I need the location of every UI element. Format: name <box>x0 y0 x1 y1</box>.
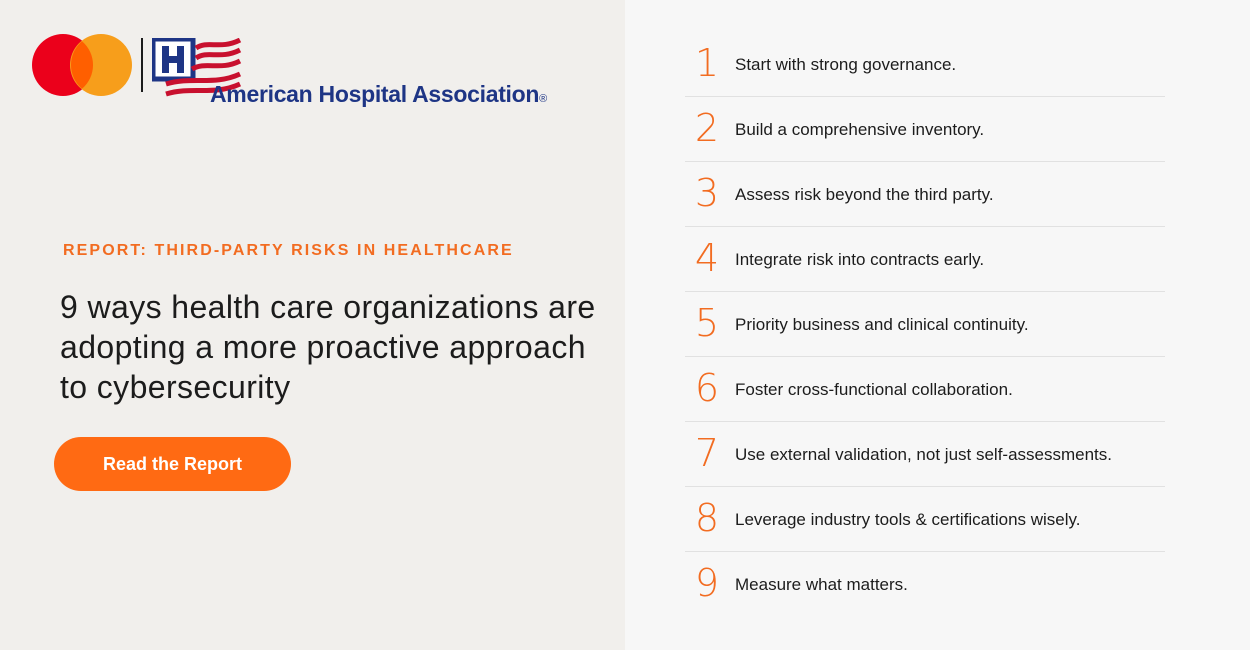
mastercard-logo <box>32 34 132 96</box>
step-text: Measure what matters. <box>735 575 908 594</box>
step-item <box>685 227 1165 292</box>
step-number: 1 <box>694 41 720 85</box>
step-text: Integrate risk into contracts early. <box>735 250 985 269</box>
read-report-button[interactable]: Read the Report <box>54 437 291 491</box>
aha-stripe-2 <box>196 50 240 58</box>
step-item <box>685 292 1165 357</box>
step-item <box>685 357 1165 422</box>
step-number: 7 <box>694 431 720 475</box>
report-eyebrow: REPORT: THIRD-PARTY RISKS IN HEALTHCARE <box>63 242 514 259</box>
step-text: Leverage industry tools & certifications wisely. <box>735 510 1081 529</box>
report-headline: 9 ways health care organizations are adopting a more proactive approach to cybersecurity <box>60 289 596 405</box>
registered-mark: ® <box>539 93 547 105</box>
step-text: Assess risk beyond the third party. <box>735 185 994 204</box>
step-item <box>685 162 1165 227</box>
aha-stripe-1 <box>196 40 240 48</box>
step-text: Priority business and clinical continuity. <box>735 315 1029 334</box>
step-number: 2 <box>694 106 720 150</box>
step-text: Build a comprehensive inventory. <box>735 120 985 139</box>
aha-stripe-3 <box>192 61 240 69</box>
step-item <box>685 552 1165 616</box>
step-number: 4 <box>694 236 720 280</box>
step-number: 6 <box>694 366 720 410</box>
steps-list <box>685 32 1165 616</box>
step-text: Start with strong governance. <box>735 55 957 74</box>
step-number: 8 <box>694 496 720 540</box>
step-item <box>685 422 1165 487</box>
step-text: Foster cross-functional collaboration. <box>735 380 1013 399</box>
step-number: 9 <box>694 561 720 605</box>
step-item <box>685 487 1165 552</box>
aha-name-text: American Hospital Association <box>210 81 540 107</box>
step-number: 3 <box>694 171 720 215</box>
logo-divider <box>141 38 143 92</box>
step-number: 5 <box>694 301 720 345</box>
aha-wordmark <box>210 81 547 108</box>
logo-row <box>32 34 602 114</box>
step-item <box>685 32 1165 97</box>
step-item <box>685 97 1165 162</box>
step-text: Use external validation, not just self-assessments. <box>735 445 1113 464</box>
